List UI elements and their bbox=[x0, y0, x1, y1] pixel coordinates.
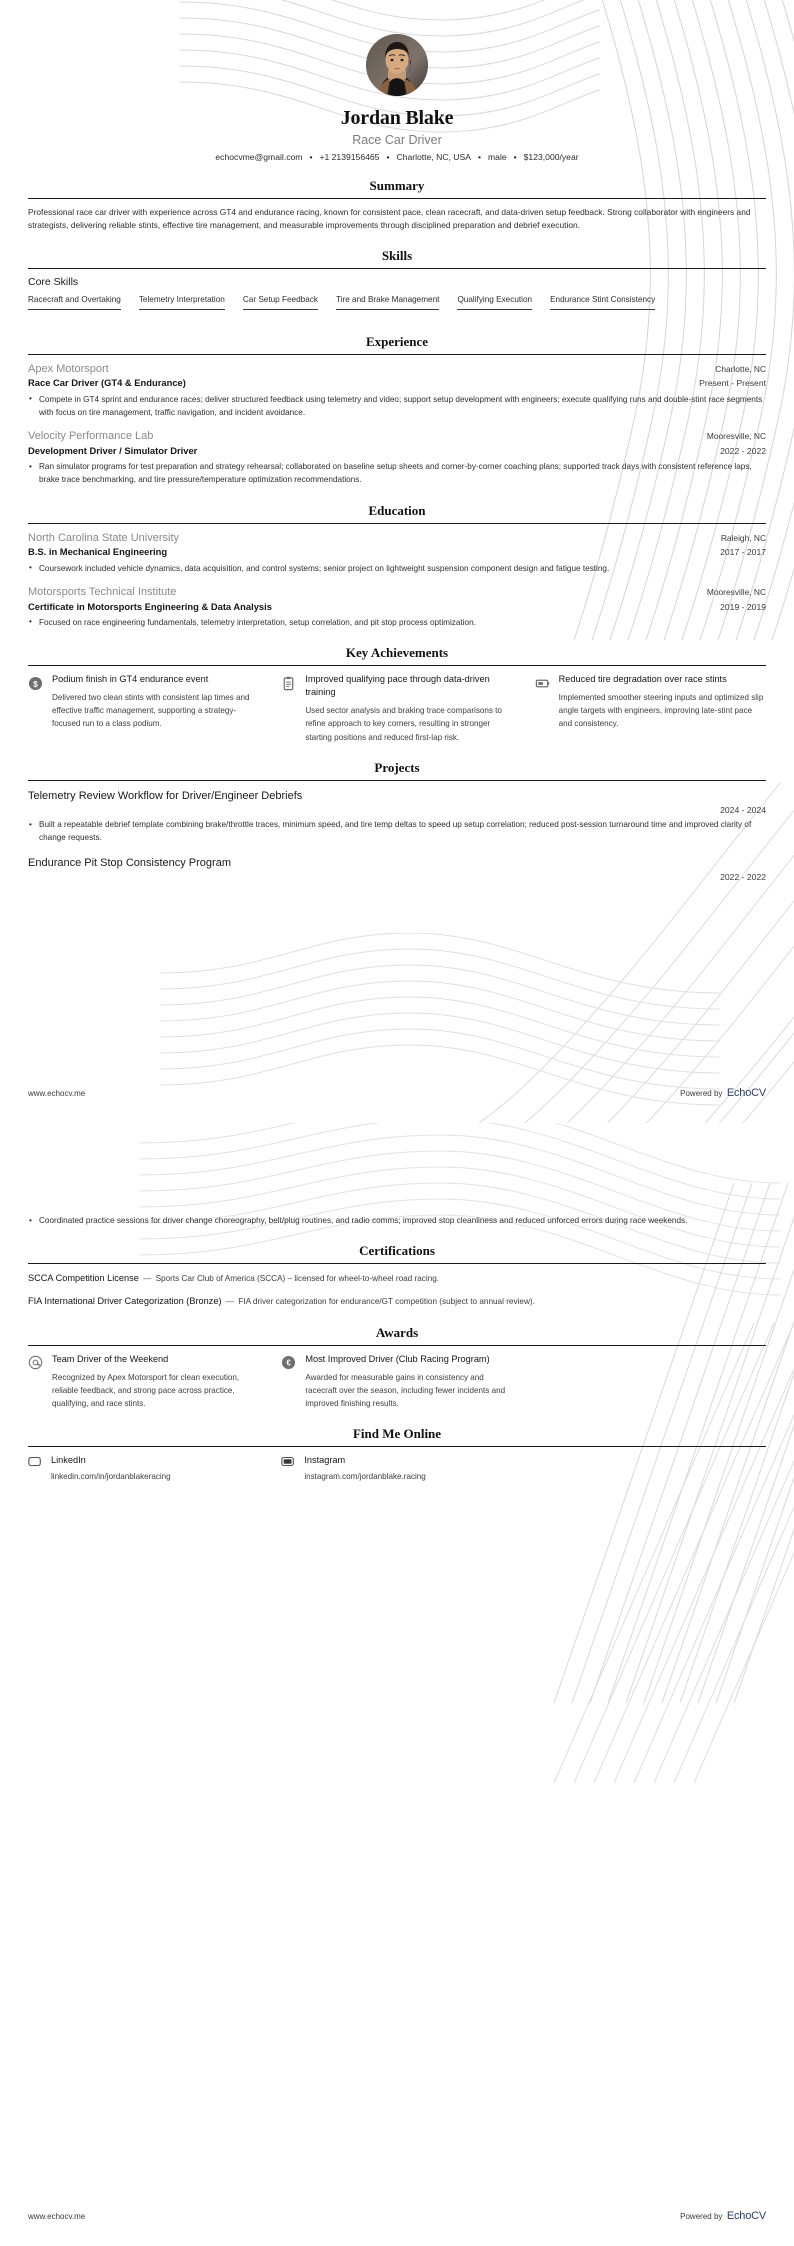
achievement-description: Implemented smoother steering inputs and optimized slip angle targets with engineers, improving late-stint pace and consistency. bbox=[558, 693, 764, 729]
experience-entry bbox=[28, 362, 766, 420]
section-divider bbox=[28, 354, 766, 355]
section-title-certifications: Certifications bbox=[359, 1243, 435, 1259]
achievement-description: Used sector analysis and braking trace comparisons to refine approach to key corners, resulting in stronger starting positions and reduced first-lap risk. bbox=[305, 706, 502, 742]
experience-location: Mooresville, NC bbox=[706, 431, 766, 442]
award-title: Team Driver of the Weekend bbox=[52, 1353, 169, 1364]
contact-line bbox=[28, 152, 766, 162]
clipboard-icon bbox=[281, 676, 296, 691]
education-entry bbox=[28, 531, 766, 575]
avatar bbox=[366, 34, 428, 96]
award-item bbox=[281, 1353, 512, 1410]
footer-brand: EchoCV bbox=[726, 1087, 766, 1099]
education-bullets bbox=[28, 562, 766, 575]
education-degree: B.S. in Mechanical Engineering bbox=[28, 546, 168, 558]
skill-group-name: Core Skills bbox=[28, 276, 79, 289]
footer-url[interactable]: www.echocv.me bbox=[28, 1089, 86, 1098]
experience-dates: Present - Present bbox=[699, 378, 766, 389]
svg-text:$: $ bbox=[33, 679, 38, 690]
section-key-achievements bbox=[28, 645, 766, 743]
award-description: Recognized by Apex Motorsport for clean execution, reliable feedback, and strong pace across practice, qualifying, and race stints. bbox=[52, 1372, 240, 1408]
certification-item bbox=[28, 1294, 766, 1309]
section-summary bbox=[28, 178, 766, 232]
section-title-find-me-online: Find Me Online bbox=[352, 1426, 442, 1442]
dollar-circle-icon bbox=[28, 676, 43, 691]
project-name: Telemetry Review Workflow for Driver/Engineer Debriefs bbox=[28, 789, 303, 802]
experience-bullets bbox=[28, 460, 766, 487]
certification-description: FIA driver categorization for endurance/GT competition (subject to annual review). bbox=[238, 1297, 535, 1306]
contact-separator: • bbox=[513, 152, 517, 162]
skill-chip: Tire and Brake Management bbox=[336, 294, 439, 309]
section-title-projects: Projects bbox=[374, 759, 420, 775]
award-title: Most Improved Driver (Club Racing Program) bbox=[305, 1353, 490, 1364]
experience-organization: Apex Motorsport bbox=[28, 362, 109, 375]
award-item bbox=[28, 1353, 259, 1410]
footer-powered-by bbox=[680, 1083, 766, 1101]
achievement-item bbox=[535, 673, 766, 743]
section-title-awards: Awards bbox=[375, 1324, 419, 1340]
project-entry bbox=[28, 855, 766, 883]
footer-brand: EchoCV bbox=[726, 2210, 766, 2222]
certification-name: FIA International Driver Categorization (Bronze) bbox=[28, 1296, 222, 1306]
section-divider bbox=[28, 1345, 766, 1346]
euro-circle-icon bbox=[281, 1355, 296, 1370]
section-title-summary: Summary bbox=[369, 178, 425, 193]
resume-page-2 bbox=[0, 1123, 794, 2246]
section-projects bbox=[28, 760, 766, 883]
contact-email[interactable]: echocvme@gmail.com bbox=[215, 152, 303, 162]
project-bullets bbox=[28, 1214, 766, 1227]
education-location: Mooresville, NC bbox=[706, 586, 766, 597]
section-find-me-online bbox=[28, 1426, 766, 1481]
job-title: Race Car Driver bbox=[352, 133, 442, 147]
bullet-item: • Coordinated practice sessions for driver change choreography, belt/plug routines, and radio comms; improved stop cleanliness and reduced unforced errors during race weekends. bbox=[28, 1214, 766, 1227]
certification-dash: — bbox=[225, 1297, 235, 1306]
achievement-item bbox=[281, 673, 512, 743]
contact-separator: • bbox=[309, 152, 313, 162]
section-certifications bbox=[28, 1243, 766, 1308]
education-dates: 2017 - 2017 bbox=[720, 547, 766, 558]
profile-photo-icon bbox=[366, 34, 428, 96]
contact-separator: • bbox=[477, 152, 481, 162]
certification-name: SCCA Competition License bbox=[28, 1273, 139, 1284]
education-degree: Certificate in Motorsports Engineering & Data Analysis bbox=[28, 600, 272, 612]
education-institution: Motorsports Technical Institute bbox=[28, 585, 177, 598]
footer-url[interactable]: www.echocv.me bbox=[28, 2212, 86, 2221]
footer-powered-label: Powered by bbox=[680, 2212, 723, 2221]
section-awards bbox=[28, 1325, 766, 1410]
page-footer bbox=[28, 1083, 766, 1101]
section-divider bbox=[28, 198, 766, 199]
bullet-item: • Coursework included vehicle dynamics, data acquisition, and control systems; senior project on lightweight suspension component design and fatigue testing. bbox=[28, 562, 766, 575]
section-divider bbox=[28, 780, 766, 781]
experience-bullets bbox=[28, 393, 766, 420]
section-divider bbox=[28, 1263, 766, 1264]
achievement-description: Delivered two clean stints with consistent lap times and effective traffic management, supporting a strategy-focused run to a class podium. bbox=[52, 693, 250, 729]
section-title-experience: Experience bbox=[365, 333, 429, 349]
project-name: Endurance Pit Stop Consistency Program bbox=[28, 856, 231, 869]
bullet-item: • Focused on race engineering fundamentals, telemetry interpretation, setup correlation, and pit stop process optimization. bbox=[28, 616, 766, 629]
experience-role: Race Car Driver (GT4 & Endurance) bbox=[28, 377, 186, 389]
battery-icon bbox=[535, 676, 550, 691]
contact-phone[interactable]: +1 2139156465 bbox=[319, 152, 380, 162]
section-experience bbox=[28, 334, 766, 487]
summary-text: Professional race car driver with experience across GT4 and endurance racing, known for consistent pace, clean racecraft, and data-driven setup feedback. Strong collaborator with engineers and strategists, delivering reliable stints, effective tire management, and measurable improvements through disciplined preparation and debrief execution. bbox=[28, 207, 751, 231]
skill-chip: Car Setup Feedback bbox=[243, 294, 318, 309]
social-link-instagram[interactable] bbox=[281, 1454, 512, 1481]
section-divider bbox=[28, 665, 766, 666]
footer-powered-label: Powered by bbox=[680, 1089, 723, 1098]
experience-location: Charlotte, NC bbox=[715, 363, 766, 374]
page-title: Jordan Blake bbox=[340, 107, 454, 129]
education-dates: 2019 - 2019 bbox=[720, 601, 766, 612]
skill-chip: Racecraft and Overtaking bbox=[28, 294, 121, 309]
achievement-title: Podium finish in GT4 endurance event bbox=[52, 674, 209, 685]
project-dates: 2024 - 2024 bbox=[720, 805, 766, 816]
experience-organization: Velocity Performance Lab bbox=[28, 430, 154, 443]
project-continuation bbox=[28, 1123, 766, 1227]
rounded-rect-icon bbox=[28, 1454, 42, 1465]
filled-rect-icon bbox=[281, 1454, 295, 1465]
at-circle-icon bbox=[28, 1355, 43, 1370]
contact-salary: $123,000/year bbox=[523, 152, 579, 162]
social-link-linkedin[interactable] bbox=[28, 1454, 259, 1481]
project-bullets bbox=[28, 818, 766, 845]
social-url[interactable]: instagram.com/jordanblake.racing bbox=[304, 1472, 426, 1482]
education-entry bbox=[28, 585, 766, 629]
bullet-item: • Built a repeatable debrief template combining brake/throttle traces, minimum speed, and tire temp deltas to speed up setup correlation; reduced post-session turnaround time and improved clarity of change requests. bbox=[28, 818, 766, 845]
footer-powered-by bbox=[680, 2206, 766, 2224]
achievement-title: Reduced tire degradation over race stints bbox=[558, 674, 727, 685]
skill-chip: Qualifying Execution bbox=[457, 294, 532, 309]
section-title-key-achievements: Key Achievements bbox=[345, 645, 449, 661]
education-institution: North Carolina State University bbox=[28, 531, 180, 544]
social-label: LinkedIn bbox=[51, 1454, 86, 1465]
project-entry bbox=[28, 788, 766, 845]
certification-item bbox=[28, 1271, 766, 1286]
social-label: Instagram bbox=[304, 1454, 346, 1465]
achievement-list bbox=[28, 673, 766, 743]
award-description: Awarded for measurable gains in consistency and racecraft over the season, including fewer incidents and improved finishing results. bbox=[305, 1372, 506, 1408]
education-location: Raleigh, NC bbox=[720, 532, 766, 543]
section-divider bbox=[28, 523, 766, 524]
skill-chip-list bbox=[28, 294, 766, 317]
achievement-title: Improved qualifying pace through data-driven training bbox=[305, 674, 490, 698]
bullet-item: • Ran simulator programs for test preparation and strategy rehearsal; collaborated on baseline setup sheets and corner-by-corner coaching plans; supported track days with consistent reference laps, brake trace benchmarking, and tire pressure/temperature optimization recommendations. bbox=[28, 460, 766, 487]
experience-entry bbox=[28, 429, 766, 487]
education-bullets bbox=[28, 616, 766, 629]
certification-description: Sports Car Club of America (SCCA) – licensed for wheel-to-wheel road racing. bbox=[155, 1274, 440, 1284]
experience-dates: 2022 - 2022 bbox=[720, 445, 766, 456]
contact-separator: • bbox=[386, 152, 390, 162]
section-title-education: Education bbox=[368, 502, 426, 518]
resume-header bbox=[28, 0, 766, 162]
social-url[interactable]: linkedin.com/in/jordanblakeracing bbox=[51, 1472, 171, 1482]
section-title-skills: Skills bbox=[381, 248, 413, 264]
section-education bbox=[28, 503, 766, 630]
section-divider bbox=[28, 268, 766, 269]
section-skills bbox=[28, 248, 766, 317]
project-dates: 2022 - 2022 bbox=[720, 872, 766, 883]
contact-gender: male bbox=[488, 152, 507, 162]
page-footer bbox=[28, 2206, 766, 2224]
award-list bbox=[28, 1353, 766, 1410]
contact-location: Charlotte, NC, USA bbox=[396, 152, 471, 162]
certification-dash: — bbox=[143, 1274, 152, 1284]
social-link-list bbox=[28, 1454, 766, 1481]
section-divider bbox=[28, 1446, 766, 1447]
skill-chip: Telemetry Interpretation bbox=[139, 294, 225, 309]
experience-role: Development Driver / Simulator Driver bbox=[28, 444, 198, 456]
bullet-item: • Compete in GT4 sprint and endurance races; deliver structured feedback using telemetry and video; support setup development with engineers; execute qualifying runs and double-stint race segments with focus on tire management, traffic navigation, and incident avoidance. bbox=[28, 393, 766, 420]
skill-chip: Endurance Stint Consistency bbox=[550, 294, 655, 309]
svg-text:€: € bbox=[286, 1358, 292, 1368]
achievement-item bbox=[28, 673, 259, 743]
